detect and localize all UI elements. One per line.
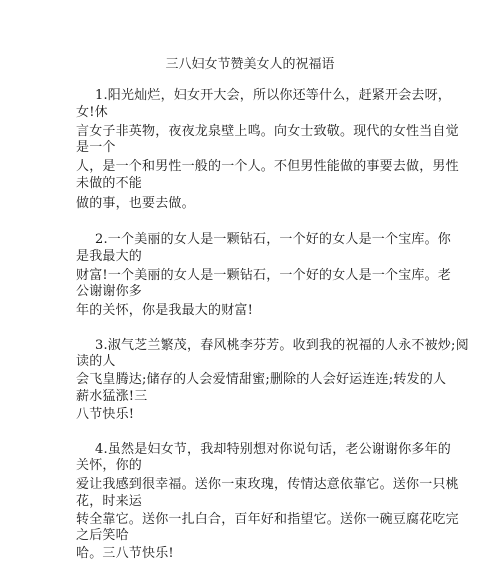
paragraph-1-line-4: 是一个	[76, 140, 116, 155]
paragraph-4-line-5: 转全靠它。送你一扎白合，百年好和指望它。送你一碗豆腐花吃完	[76, 512, 459, 527]
paragraph-4-line-7: 哈。三八节快乐!	[76, 546, 174, 561]
paragraph-1-line-1: 1.阳光灿烂，妇女开大会，所以你还等什么，赶紧开会去呀，	[95, 88, 452, 103]
paragraph-2-line-4: 公谢谢你多	[76, 284, 143, 299]
paragraph-2-line-1: 2.一个美丽的女人是一颗钻石，一个好的女人是一个宝库。你	[95, 232, 452, 247]
paragraph-1-line-7: 做的事，也要去做。	[76, 196, 195, 211]
paragraph-2-line-3: 财富!一个美丽的女人是一颗钻石，一个好的女人是一个宝库。老	[76, 268, 452, 283]
paragraph-1-line-2: 女!休	[76, 105, 108, 120]
paragraph-3-line-4: 薪水猛涨!三	[76, 389, 148, 404]
paragraph-2-line-2: 是我最大的	[76, 249, 143, 264]
paragraph-1-line-5: 人，是一个和男性一般的一个人。不但男性能做的事要去做，男性	[76, 159, 459, 174]
paragraph-4-line-4: 花，时来运	[76, 494, 143, 509]
paragraph-3-line-2: 读的人	[76, 354, 116, 369]
paragraph-4-line-3: 爱让我感到很幸福。送你一束玫瑰，传情达意依靠它。送你一只桃	[76, 477, 459, 492]
paragraph-1-line-3: 言女子非英物，夜夜龙泉壁上鸣。向女士致敬。现代的女性当自觉	[76, 124, 459, 139]
paragraph-3-line-1: 3.淑气芝兰繁茂，春风桃李芬芳。收到我的祝福的人永不被炒;阅	[95, 338, 469, 353]
paragraph-4-line-2: 关怀，你的	[76, 458, 143, 473]
paragraph-3-line-5: 八节快乐!	[76, 407, 135, 422]
paragraph-1-line-6: 未做的不能	[76, 176, 143, 191]
paragraph-3-line-3: 会飞皇腾达;储存的人会爱情甜蜜;删除的人会好运连连;转发的人	[76, 372, 447, 387]
document-title: 三八妇女节赞美女人的祝福语	[165, 57, 335, 72]
paragraph-4-line-1: 4.虽然是妇女节，我却特别想对你说句话，老公谢谢你多年的	[95, 442, 452, 457]
paragraph-2-line-5: 年的关怀，你是我最大的财富!	[76, 303, 254, 318]
paragraph-4-line-6: 之后笑哈	[76, 528, 129, 543]
